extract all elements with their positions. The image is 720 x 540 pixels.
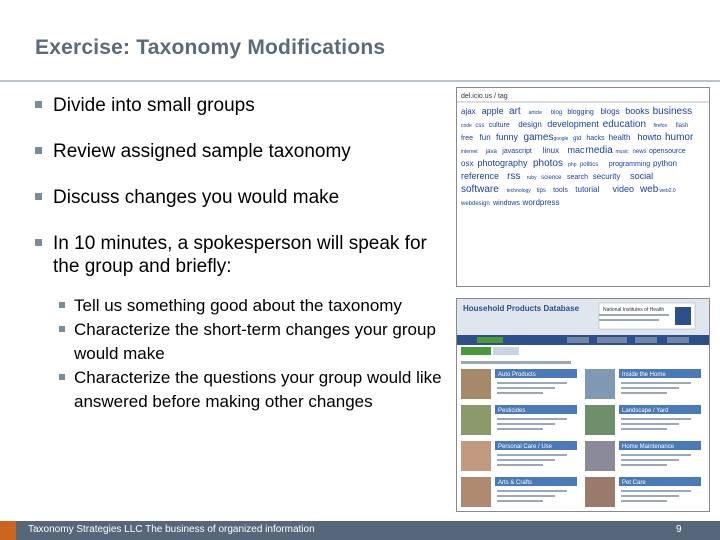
tag-link[interactable]: google — [553, 136, 569, 142]
bullet-marker — [35, 193, 42, 200]
tag-link[interactable]: design — [518, 120, 542, 129]
tag-cloud-header: del.icio.us / tag — [461, 93, 508, 100]
tag-link[interactable]: firefox — [653, 123, 668, 129]
household-products-image — [457, 299, 709, 511]
bullet-list — [35, 92, 445, 414]
tag-link[interactable]: mac — [567, 145, 585, 155]
tag-link[interactable]: wordpress — [522, 198, 560, 207]
tag-link[interactable]: windows — [493, 200, 520, 207]
tag-link[interactable]: software — [461, 184, 499, 195]
bullet-marker — [59, 302, 65, 308]
tag-link[interactable]: osx — [461, 159, 474, 168]
site-title: Household Products Database — [463, 304, 580, 313]
bullet-item: Divide into small groups — [35, 94, 445, 117]
category-photo — [461, 405, 491, 435]
tag-link[interactable]: media — [585, 145, 613, 156]
tag-link[interactable]: funny — [496, 132, 519, 142]
tag-link[interactable]: fun — [479, 133, 491, 142]
tag-link[interactable]: social — [630, 171, 654, 181]
tag-link[interactable]: business — [652, 106, 693, 117]
category-link[interactable]: Landscape / Yard — [622, 408, 669, 414]
tag-link[interactable]: python — [652, 159, 677, 168]
tag-link[interactable]: tips — [536, 188, 546, 194]
footer-bar — [0, 521, 720, 540]
tag-link[interactable]: education — [602, 119, 647, 130]
tag-link[interactable]: apple — [481, 106, 504, 116]
bullet-item: In 10 minutes, a spokesperson will speak for the group and briefly: — [35, 232, 445, 278]
tag-link[interactable]: health — [608, 133, 631, 142]
household-products-screenshot — [456, 298, 710, 512]
category-photo — [585, 441, 615, 471]
tag-link[interactable]: flash — [675, 123, 689, 129]
footer-text: Taxonomy Strategies LLC The business of organized information — [28, 524, 315, 535]
tag-link[interactable]: security — [592, 172, 621, 181]
tag-link[interactable]: blogs — [600, 107, 620, 116]
tag-link[interactable]: search — [566, 174, 588, 181]
tag-link[interactable]: music — [615, 149, 629, 155]
category-photo — [461, 441, 491, 471]
tag-link[interactable]: howto — [637, 132, 662, 142]
category-photo — [585, 477, 615, 507]
tag-link[interactable]: video — [612, 184, 635, 194]
tag-link[interactable]: javascript — [502, 148, 532, 155]
title-divider — [0, 80, 720, 82]
category-link[interactable]: Arts & Crafts — [498, 480, 533, 486]
tag-link[interactable]: art — [509, 106, 521, 117]
tag-link[interactable]: technology — [506, 188, 531, 194]
tag-link[interactable]: tutorial — [575, 185, 600, 194]
category-link[interactable]: Pet Care — [622, 480, 646, 486]
bullet-marker — [35, 147, 42, 154]
tag-link[interactable]: blogging — [567, 109, 594, 116]
tag-link[interactable]: opensource — [649, 148, 686, 155]
tag-link[interactable]: webdesign — [461, 201, 490, 207]
bullet-marker — [59, 326, 65, 332]
tag-link[interactable]: rss — [507, 171, 521, 182]
bullet-marker — [35, 101, 42, 108]
category-link[interactable]: Auto Products — [498, 372, 536, 378]
category-photo — [461, 477, 491, 507]
tag-cloud-screenshot — [456, 87, 710, 287]
tag-link[interactable]: blog — [550, 110, 563, 116]
slide-title: Exercise: Taxonomy Modifications — [35, 36, 386, 59]
category-link[interactable]: Pesticides — [498, 408, 526, 414]
tag-link[interactable]: ruby — [526, 175, 537, 181]
tag-link[interactable]: politics — [579, 162, 599, 168]
tag-link[interactable]: photography — [477, 158, 528, 168]
tag-link[interactable]: humor — [664, 132, 694, 143]
footer-accent — [0, 521, 16, 540]
tag-link[interactable]: linux — [542, 146, 560, 155]
tag-link[interactable]: science — [541, 175, 562, 181]
bullet-item: Discuss changes you would make — [35, 186, 445, 209]
tag-link[interactable]: reference — [461, 171, 500, 181]
tag-link[interactable]: css — [475, 123, 485, 129]
tag-link[interactable]: development — [547, 119, 599, 129]
agency-name: National Institutes of Health — [603, 307, 665, 313]
tag-link[interactable]: web2.0 — [659, 188, 676, 194]
tag-link[interactable]: programming — [608, 161, 651, 168]
sub-bullet-item: Characterize the short-term changes your group would make — [35, 318, 445, 366]
sub-bullet-item: Tell us something good about the taxonomy — [35, 294, 445, 318]
category-link[interactable]: Home Maintenance — [622, 444, 675, 450]
tag-link[interactable]: culture — [488, 122, 510, 129]
category-photo — [585, 369, 615, 399]
tag-link[interactable]: web — [639, 184, 659, 195]
tag-link[interactable]: books — [625, 106, 650, 116]
category-photo — [461, 369, 491, 399]
category-photo — [585, 405, 615, 435]
tag-link[interactable]: article — [528, 110, 542, 116]
category-link[interactable]: Personal Care / Use — [498, 444, 553, 450]
tag-link[interactable]: ajax — [461, 107, 476, 116]
tag-cloud-image — [457, 88, 709, 286]
tag-link[interactable]: internet — [461, 149, 478, 155]
tag-link[interactable]: tools — [553, 187, 568, 194]
tag-link[interactable]: hacks — [586, 135, 605, 142]
tag-link[interactable]: photos — [532, 158, 563, 169]
page-number: 9 — [676, 524, 682, 535]
bullet-item: Review assigned sample taxonomy — [35, 140, 445, 163]
sub-bullet-item: Characterize the questions your group would like answered before making other changes — [35, 366, 445, 414]
tag-link[interactable]: news — [632, 149, 647, 155]
tag-link[interactable]: games — [523, 132, 554, 143]
tag-link[interactable]: php — [568, 162, 577, 168]
tag-link[interactable]: code — [461, 123, 472, 129]
tag-link[interactable]: java — [485, 149, 497, 155]
bullet-marker — [35, 239, 42, 246]
bullet-marker — [59, 374, 65, 380]
category-link[interactable]: Inside the Home — [622, 372, 666, 378]
tag-link[interactable]: free — [461, 135, 474, 142]
tag-link[interactable]: gtd — [573, 136, 582, 142]
